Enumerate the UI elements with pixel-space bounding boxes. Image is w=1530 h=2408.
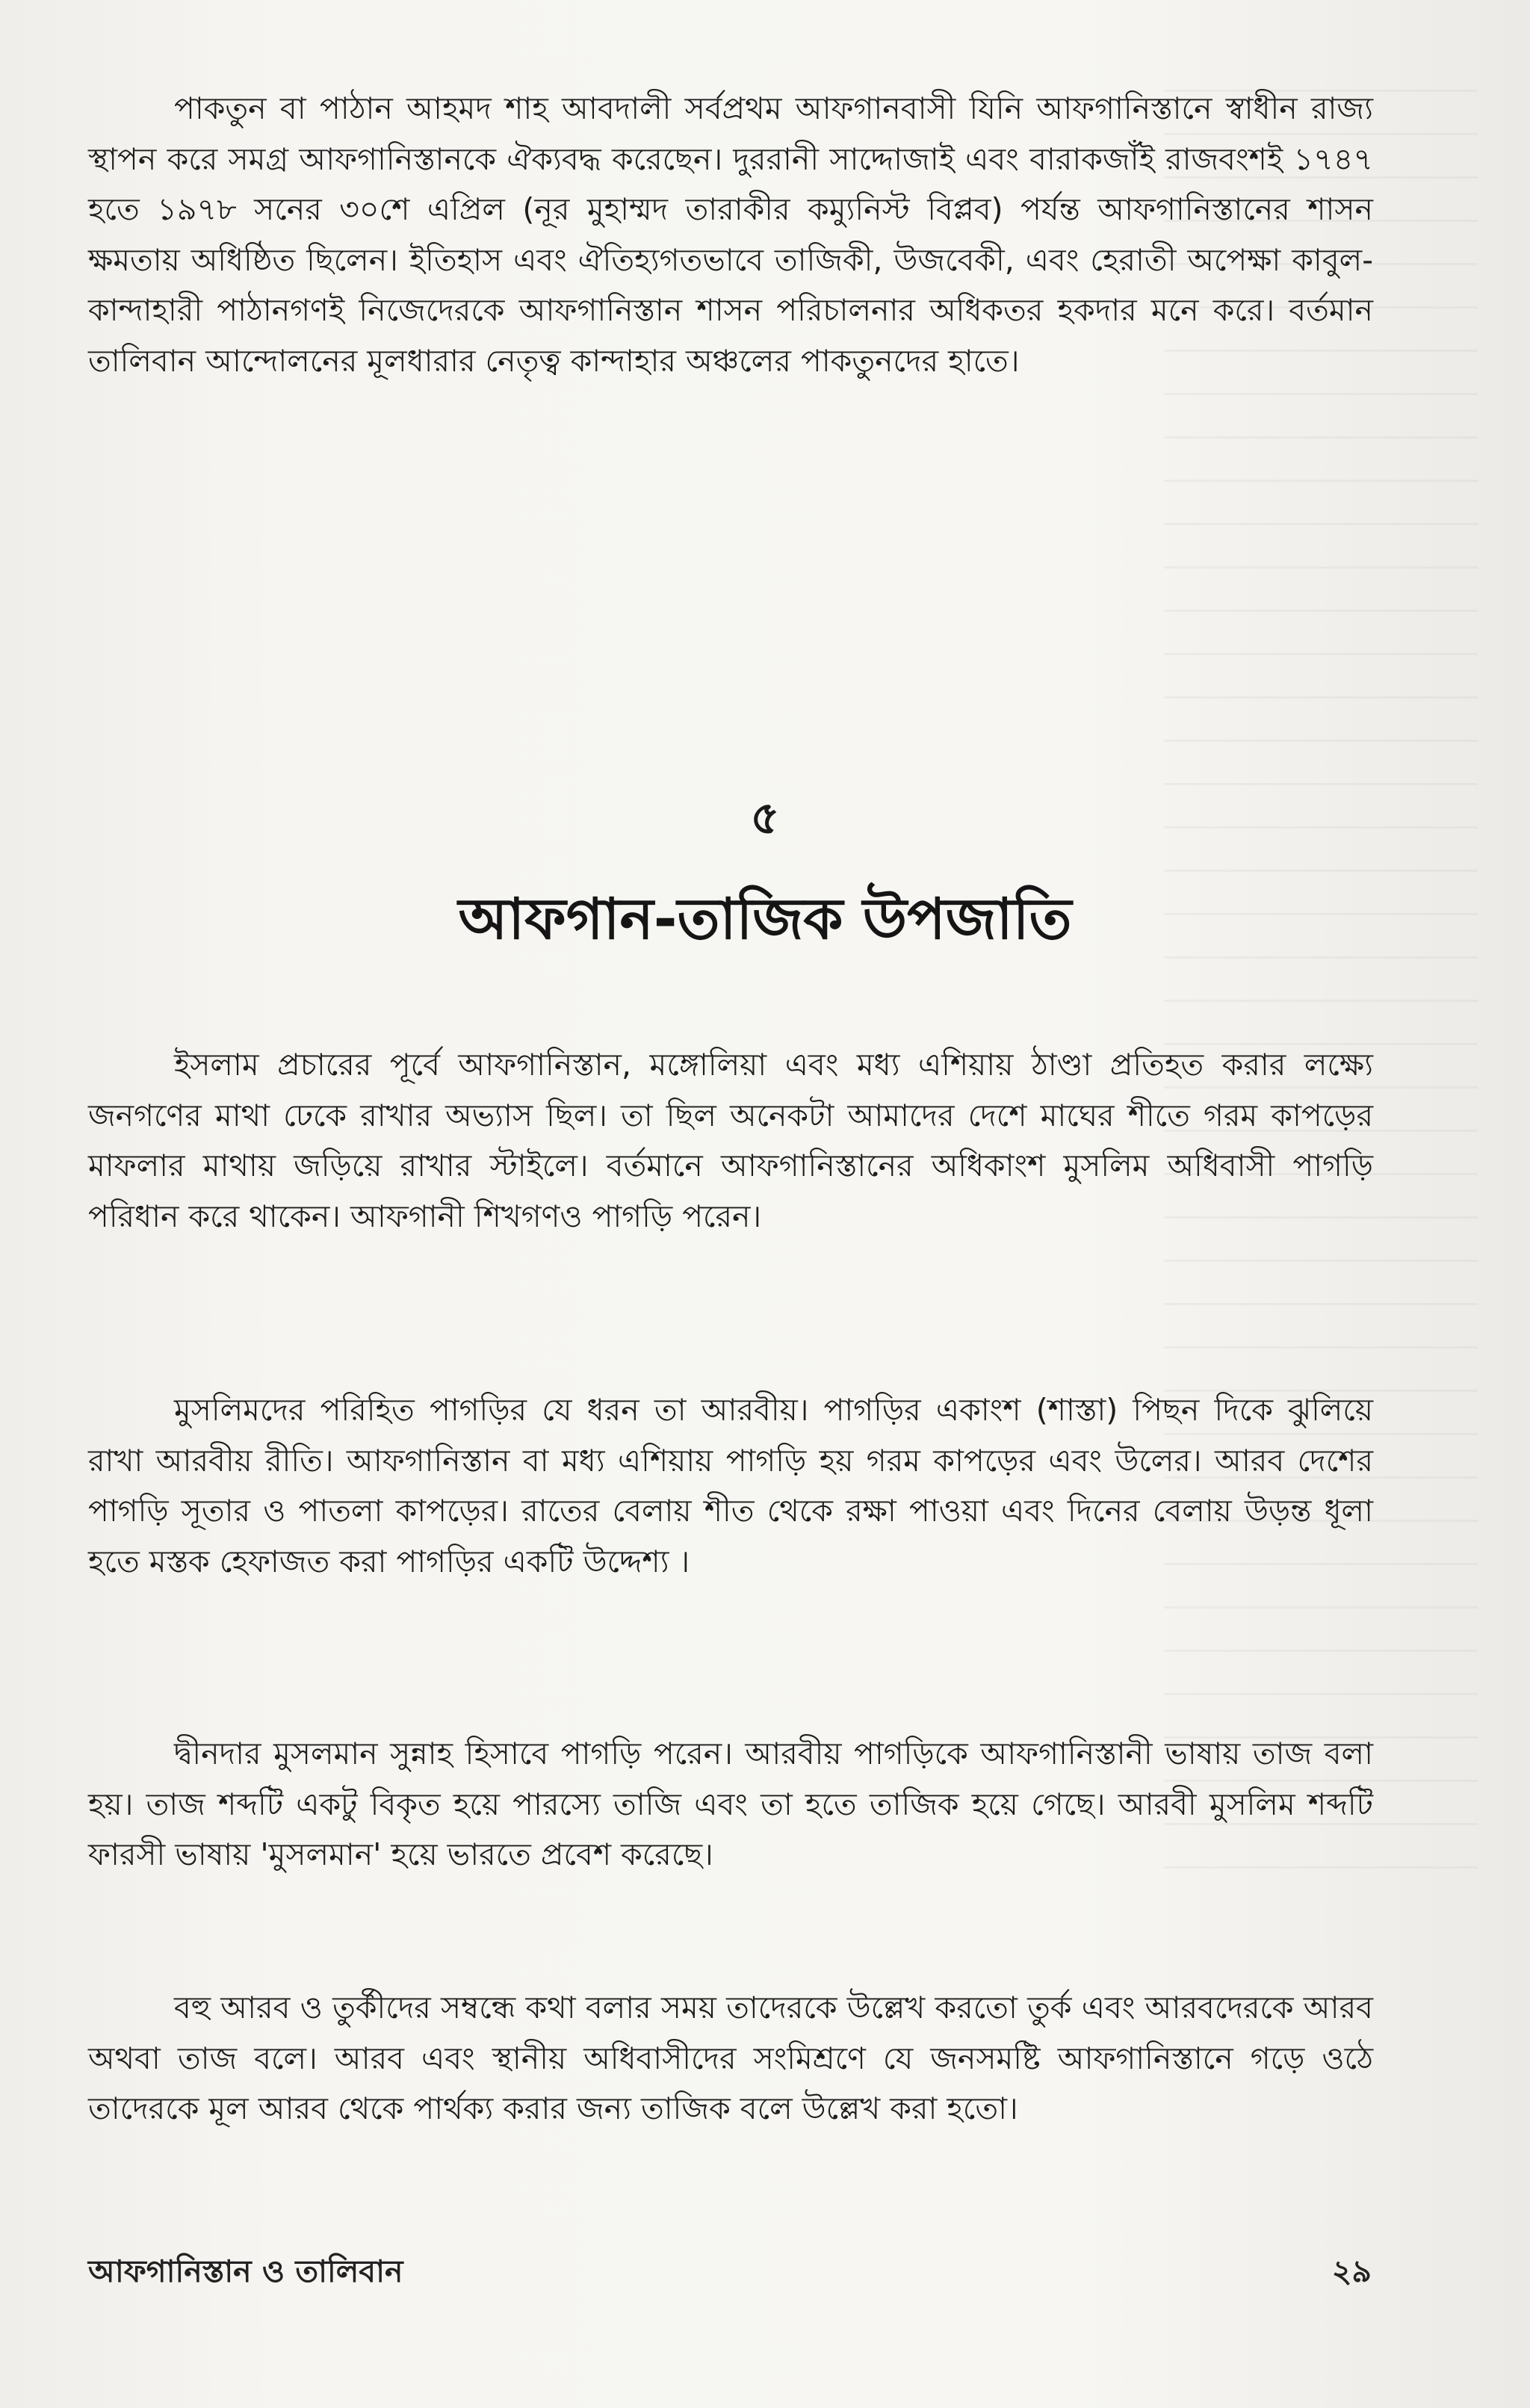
paragraph-head-covering: ইসলাম প্রচারের পূর্বে আফগানিস্তান, মঙ্গোলিয়া এবং মধ্য এশিয়ায় ঠাণ্ডা প্রতিহত করার লক্ষ্যে জনগণের মাথা ঢেকে রাখার অভ্যাস ছিল। তা ছিল অনেকটা আমাদের দেশে মাঘের শীতে গরম কাপড়ের মাফলার মাথায় জড়িয়ে রাখার স্টাইলে। বর্তমানে আফগানিস্তানের অধিকাংশ মুসলিম অধিবাসী পাগড়ি পরিধান করে থাকেন। আফগানী শিখগণও পাগড়ি পরেন। (88, 1047, 1373, 1234)
footer-book-title: আফগানিস্তান ও তালিবান (88, 2253, 403, 2289)
paragraph-pathan-rule: পাকতুন বা পাঠান আহমদ শাহ আবদালী সর্বপ্রথম আফগানবাসী যিনি আফগানিস্তানে স্বাধীন রাজ্য স্থাপন করে সমগ্র আফগানিস্তানকে ঐক্যবদ্ধ করেছেন। দুররানী সাদ্দোজাই এবং বারাকজাঁই রাজবংশই ১৭৪৭ হতে ১৯৭৮ সনের ৩০শে এপ্রিল (নূর মুহাম্মদ তারাকীর কম্যুনিস্ট বিপ্লব) পর্যন্ত আফগানিস্তানের শাসন ক্ষমতায় অধিষ্ঠিত ছিলেন। ইতিহাস এবং ঐতিহ্যগতভাবে তাজিকী, উজবেকী, এবং হেরাতী অপেক্ষা কাবুল-কান্দাহারী পাঠানগণই নিজেদেরকে আফগানিস্তান শাসন পরিচালনার অধিকতর হকদার মনে করে। বর্তমান তালিবান আন্দোলনের মূলধারার নেতৃত্ব কান্দাহার অঞ্চলের পাকতুনদের হাতে। (88, 90, 1373, 379)
paragraph-taj-word: দ্বীনদার মুসলমান সুন্নাহ হিসাবে পাগড়ি পরেন। আরবীয় পাগড়িকে আফগানিস্তানী ভাষায় তাজ বলা হয়। তাজ শব্দটি একটু বিকৃত হয়ে পারস্যে তাজি এবং তা হতে তাজিক হয়ে গেছে। আরবী মুসলিম শব্দটি ফারসী ভাষায় 'মুসলমান' হয়ে ভারতে প্রবেশ করেছে। (88, 1736, 1373, 1872)
paragraph-tajik-origin: বহু আরব ও তুর্কীদের সম্বন্ধে কথা বলার সময় তাদেরকে উল্লেখ করতো তুর্ক এবং আরবদেরকে আরব অথবা তাজ বলে। আরব এবং স্থানীয় অধিবাসীদের সংমিশ্রণে যে জনসমষ্টি আফগানিস্তানে গড়ে ওঠে তাদেরকে মূল আরব থেকে পার্থক্য করার জন্য তাজিক বলে উল্লেখ করা হতো। (88, 1990, 1373, 2126)
footer-page-number: ২৯ (1331, 2253, 1372, 2289)
chapter-title: আফগান-তাজিক উপজাতি (458, 885, 1072, 952)
paragraph-turban-style: মুসলিমদের পরিহিত পাগড়ির যে ধরন তা আরবীয়। পাগড়ির একাংশ (শাস্তা) পিছন দিকে ঝুলিয়ে রাখা আরবীয় রীতি। আফগানিস্তান বা মধ্য এশিয়ায় পাগড়ি হয় গরম কাপড়ের এবং উলের। আরব দেশের পাগড়ি সূতার ও পাতলা কাপড়ের। রাতের বেলায় শীত থেকে রক্ষা পাওয়া এবং দিনের বেলায় উড়ন্ত ধূলা হতে মস্তক হেফাজত করা পাগড়ির একটি উদ্দেশ্য । (88, 1392, 1373, 1579)
chapter-number: ৫ (750, 792, 780, 844)
